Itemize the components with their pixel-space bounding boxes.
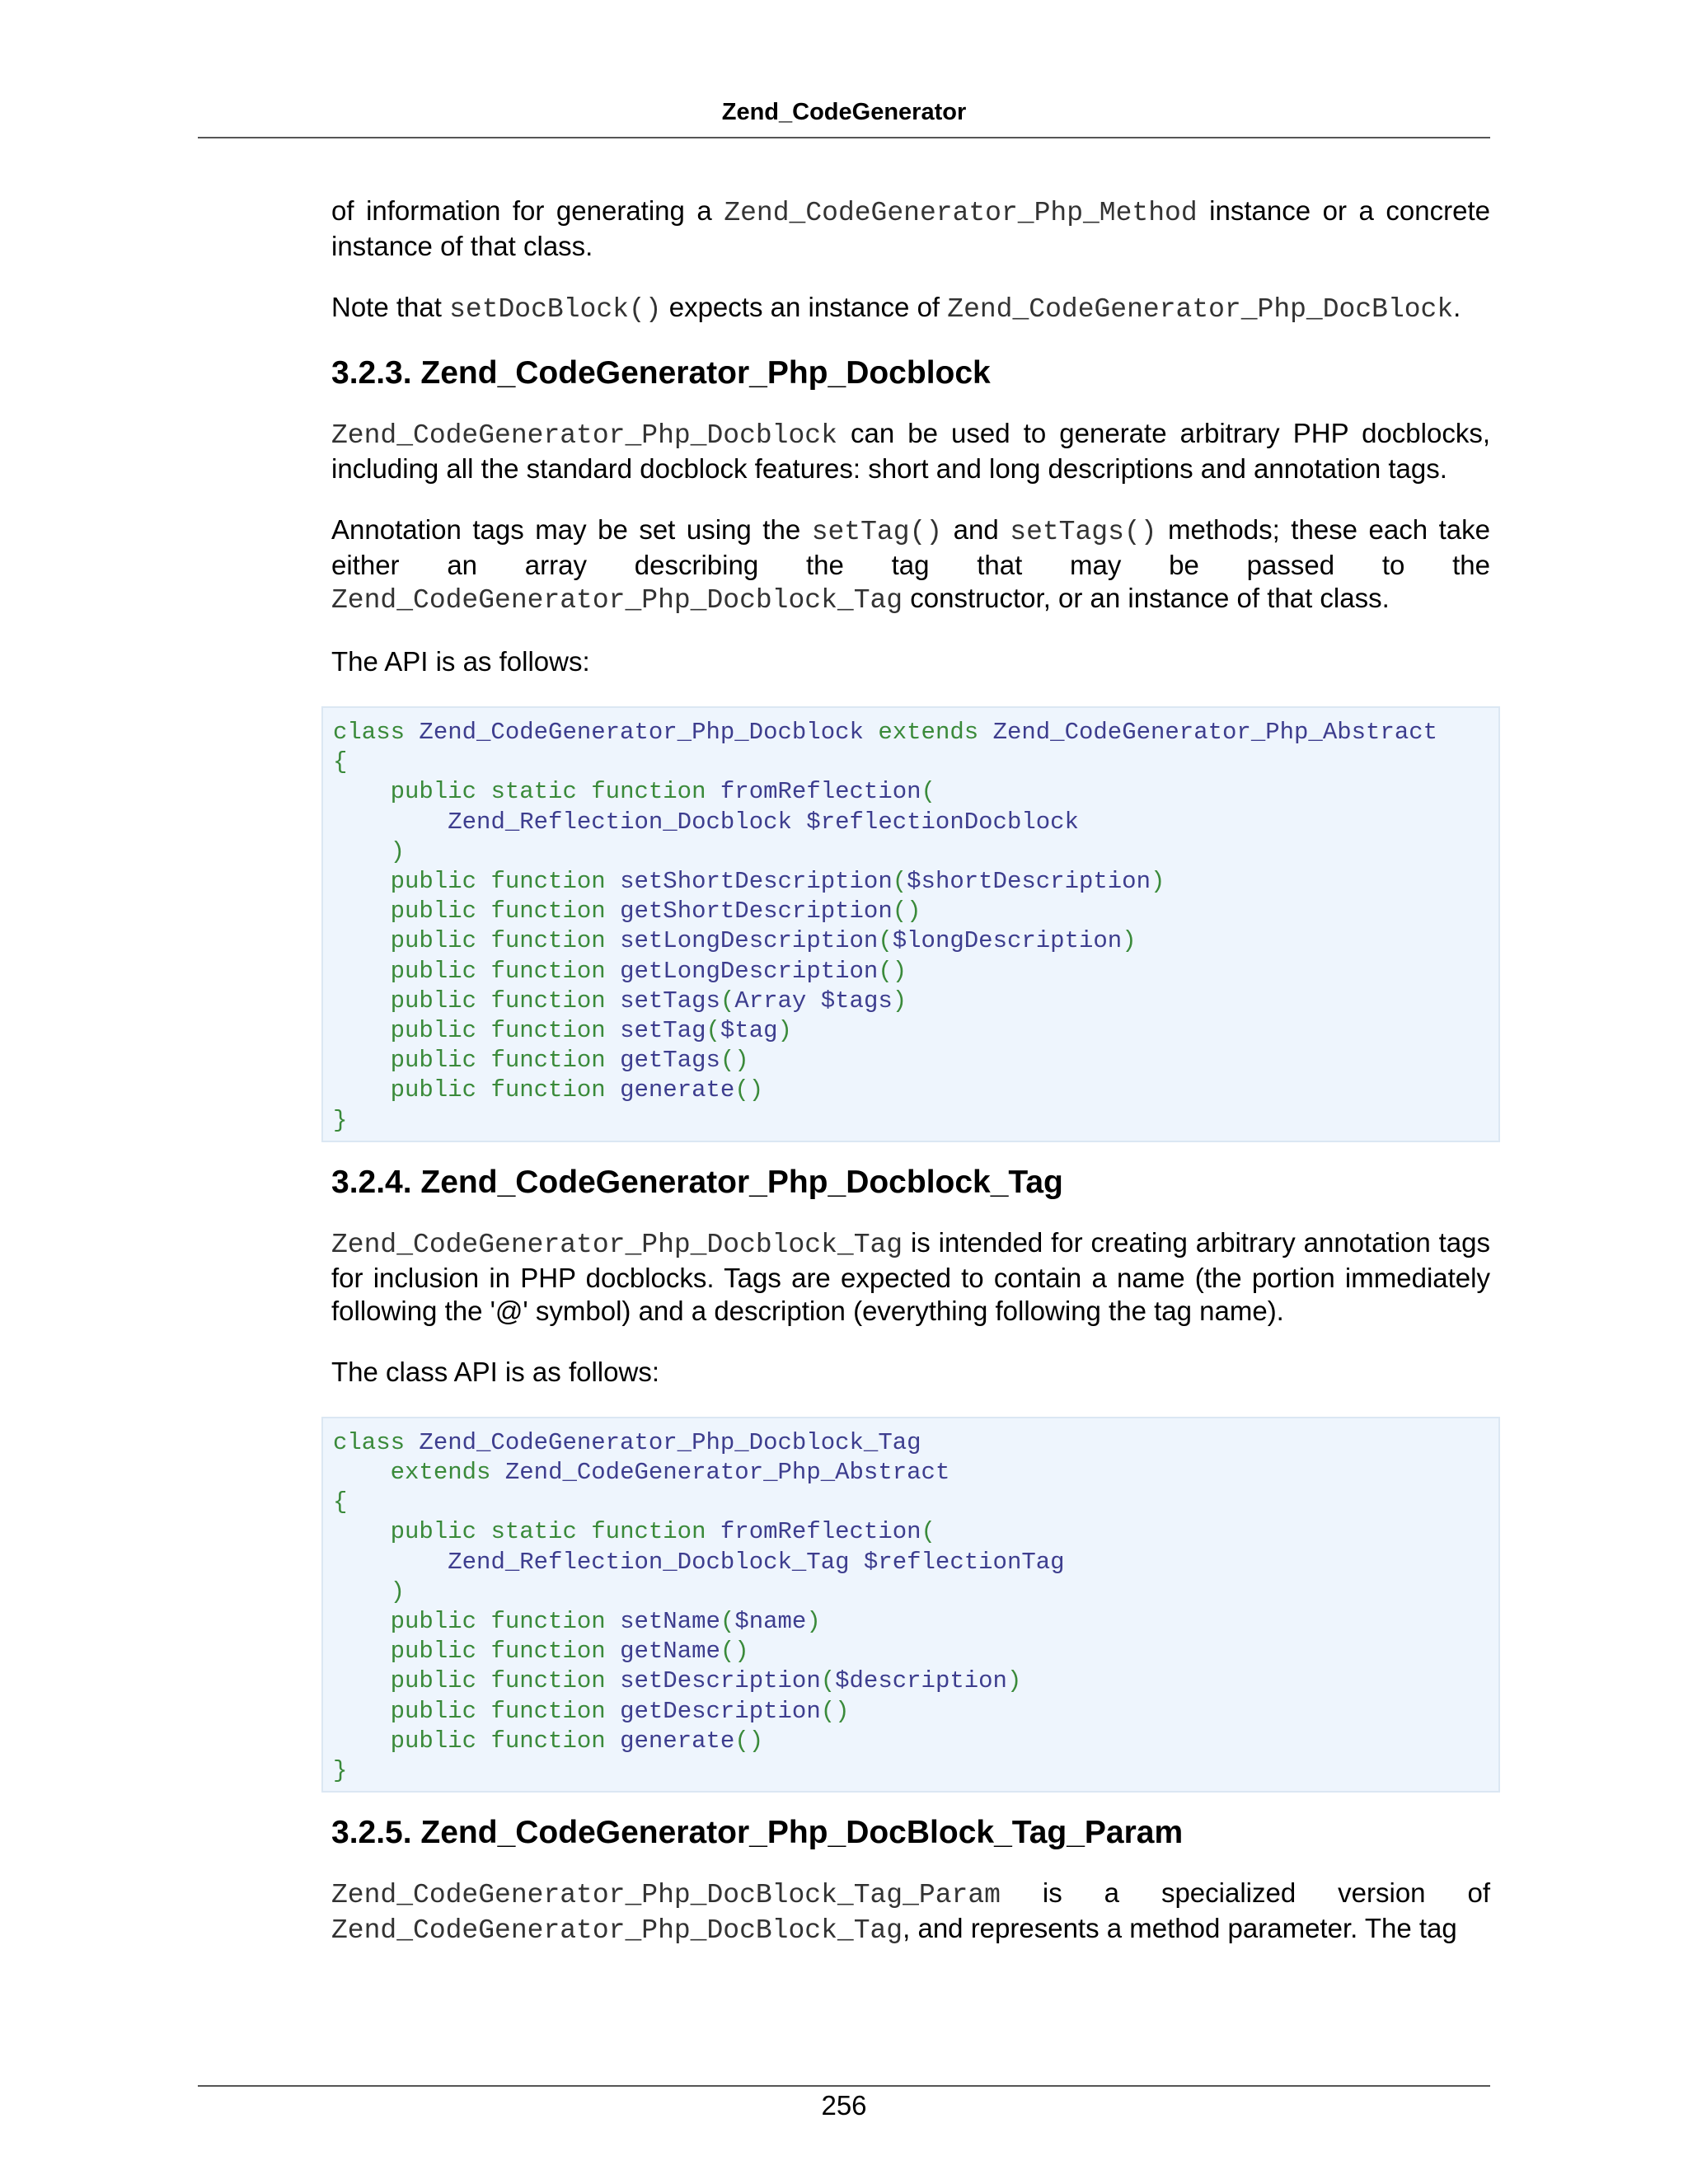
section-heading-docblock-tag: 3.2.4. Zend_CodeGenerator_Php_Docblock_Tag (331, 1164, 1063, 1200)
code-keyword: public function (390, 1017, 606, 1045)
code-keyword: public function (390, 927, 606, 955)
code-keyword: extends (878, 719, 979, 746)
text: , and represents a method parameter. The tag (903, 1913, 1457, 1944)
code-identifier: getShortDescription (620, 898, 893, 926)
inline-code: Zend_CodeGenerator_Php_Docblock (331, 420, 837, 451)
inline-code: Zend_CodeGenerator_Php_DocBlock_Tag (331, 1915, 903, 1947)
code-identifier: setName (620, 1608, 720, 1636)
inline-code: Zend_CodeGenerator_Php_Docblock_Tag (331, 585, 903, 616)
page-content (331, 194, 1490, 1975)
inline-code: Zend_CodeGenerator_Php_Docblock_Tag (331, 1229, 903, 1260)
paragraph-api-intro: The API is as follows: (331, 646, 590, 677)
code-brace: } (333, 1106, 348, 1134)
code-identifier: $longDescription (892, 927, 1123, 955)
code-identifier: getTags (620, 1047, 720, 1075)
inline-code: Zend_CodeGenerator_Php_DocBlock (947, 294, 1454, 325)
code-identifier: Zend_CodeGenerator_Php_Docblock_Tag (419, 1428, 921, 1456)
code-identifier: setTags (620, 987, 720, 1015)
paragraph-setdocblock-note (331, 291, 1490, 326)
code-keyword: public function (390, 1697, 606, 1725)
code-punct: () (720, 1047, 749, 1075)
code-identifier: generate (620, 1727, 735, 1755)
code-punct: ( (720, 1608, 735, 1636)
code-keyword: class (333, 1428, 406, 1456)
code-keyword: public function (390, 1608, 606, 1636)
paragraph-class-api-intro: The class API is as follows: (331, 1356, 659, 1387)
code-keyword: public function (390, 1727, 606, 1755)
text: is a specialized version of (1000, 1877, 1490, 1909)
code-identifier: Zend_CodeGenerator_Php_Docblock (419, 719, 864, 746)
code-identifier: setDescription (620, 1667, 821, 1695)
footer-rule (198, 2085, 1490, 2087)
inline-code: setDocBlock() (449, 294, 662, 325)
code-keyword: public function (390, 987, 606, 1015)
code-identifier: Zend_Reflection_Docblock $reflectionDocblock (448, 808, 1079, 836)
paragraph-method-info (331, 194, 1490, 263)
code-punct: ) (1122, 927, 1137, 955)
section-heading-docblock-tag-param: 3.2.5. Zend_CodeGenerator_Php_DocBlock_Tag_Param (331, 1815, 1184, 1851)
code-identifier: Zend_CodeGenerator_Php_Abstract (992, 719, 1438, 746)
code-identifier: fromReflection (720, 778, 921, 806)
code-brace: { (333, 1488, 348, 1516)
text: . (1453, 292, 1461, 322)
text: constructor, or an instance of that class. (903, 583, 1390, 613)
code-identifier: getName (620, 1638, 720, 1666)
text: is intended for creating arbitrary annotation tags for inclusion in PHP docblocks. Tags are expected to contain a name (the portion immediately following the '@' symbol) and a description (everything following the tag name). (331, 1226, 1490, 1326)
paragraph-annotation-tags (331, 513, 1490, 617)
code-punct: () (892, 898, 921, 926)
code-identifier: $name (734, 1608, 807, 1636)
code-identifier: setLongDescription (620, 927, 879, 955)
code-punct: ( (878, 927, 893, 955)
code-punct: ( (720, 987, 735, 1015)
code-brace: } (333, 1757, 348, 1785)
code-punct: ( (892, 868, 907, 896)
code-punct: () (878, 957, 907, 985)
code-punct: ) (390, 1577, 406, 1605)
paragraph-tag-param-intro (331, 1877, 1490, 1947)
paragraph-docblock-intro (331, 417, 1490, 485)
code-keyword: public static function (390, 778, 706, 806)
code-keyword: public function (390, 1047, 606, 1075)
code-punct: () (720, 1638, 749, 1666)
code-punct: ( (921, 778, 935, 806)
code-identifier: Zend_CodeGenerator_Php_Abstract (504, 1459, 950, 1487)
running-header: Zend_CodeGenerator (721, 99, 967, 125)
inline-code: setTag() (811, 517, 943, 547)
code-keyword: public function (390, 1076, 606, 1104)
code-keyword: public static function (390, 1518, 706, 1546)
text: can be used to generate arbitrary PHP docblocks, including all the standard docblock features: short and long descriptions and annotation tags. (331, 418, 1490, 484)
code-identifier: setTag (620, 1017, 706, 1045)
code-punct: ) (777, 1017, 792, 1045)
code-keyword: public function (390, 957, 606, 985)
code-keyword: public function (390, 898, 606, 926)
code-punct: ( (921, 1518, 935, 1546)
inline-code: Zend_CodeGenerator_Php_Method (724, 198, 1198, 228)
code-identifier: getDescription (620, 1697, 821, 1725)
section-heading-docblock: 3.2.3. Zend_CodeGenerator_Php_Docblock (331, 355, 991, 391)
code-punct: () (820, 1697, 850, 1725)
text: Note that (331, 292, 450, 322)
code-punct: () (734, 1727, 764, 1755)
paragraph-docblock-tag-intro (331, 1226, 1490, 1328)
code-punct: ) (1006, 1667, 1022, 1695)
text: Annotation tags may be set using the (331, 514, 812, 545)
code-block-docblock-api (321, 706, 1500, 1142)
code-punct: ( (820, 1667, 836, 1695)
inline-code: setTags() (1010, 517, 1157, 547)
code-identifier: generate (620, 1076, 735, 1104)
code-punct: ) (1151, 868, 1165, 896)
code-identifier: fromReflection (720, 1518, 921, 1546)
text: expects an instance of (661, 292, 948, 322)
code-keyword: class (333, 719, 406, 746)
code-punct: ) (390, 837, 406, 865)
page-number: 256 (821, 2090, 867, 2121)
code-identifier: Array $tags (734, 987, 893, 1015)
code-brace: { (333, 748, 348, 776)
code-punct: () (734, 1076, 764, 1104)
code-keyword: extends (390, 1459, 491, 1487)
code-keyword: public function (390, 1667, 606, 1695)
text: and (942, 514, 1010, 545)
code-punct: ) (806, 1608, 821, 1636)
inline-code: Zend_CodeGenerator_Php_DocBlock_Tag_Param (331, 1880, 1001, 1911)
code-keyword: public function (390, 1638, 606, 1666)
code-keyword: public function (390, 868, 606, 896)
text: methods; these each take either an array describing the tag that may be passed to the (331, 514, 1491, 580)
code-identifier: $description (835, 1667, 1007, 1695)
code-punct: ) (892, 987, 907, 1015)
code-identifier: $shortDescription (907, 868, 1151, 896)
code-identifier: Zend_Reflection_Docblock_Tag $reflectionTag (448, 1548, 1065, 1576)
code-identifier: getLongDescription (620, 957, 879, 985)
code-punct: ( (706, 1017, 720, 1045)
header-rule (198, 137, 1490, 138)
code-identifier: $tag (720, 1017, 778, 1045)
text: of information for generating a (331, 195, 724, 226)
code-block-docblock-tag-api (321, 1417, 1500, 1793)
code-identifier: setShortDescription (620, 868, 893, 896)
text: instance or a concrete instance of that class. (331, 195, 1490, 261)
